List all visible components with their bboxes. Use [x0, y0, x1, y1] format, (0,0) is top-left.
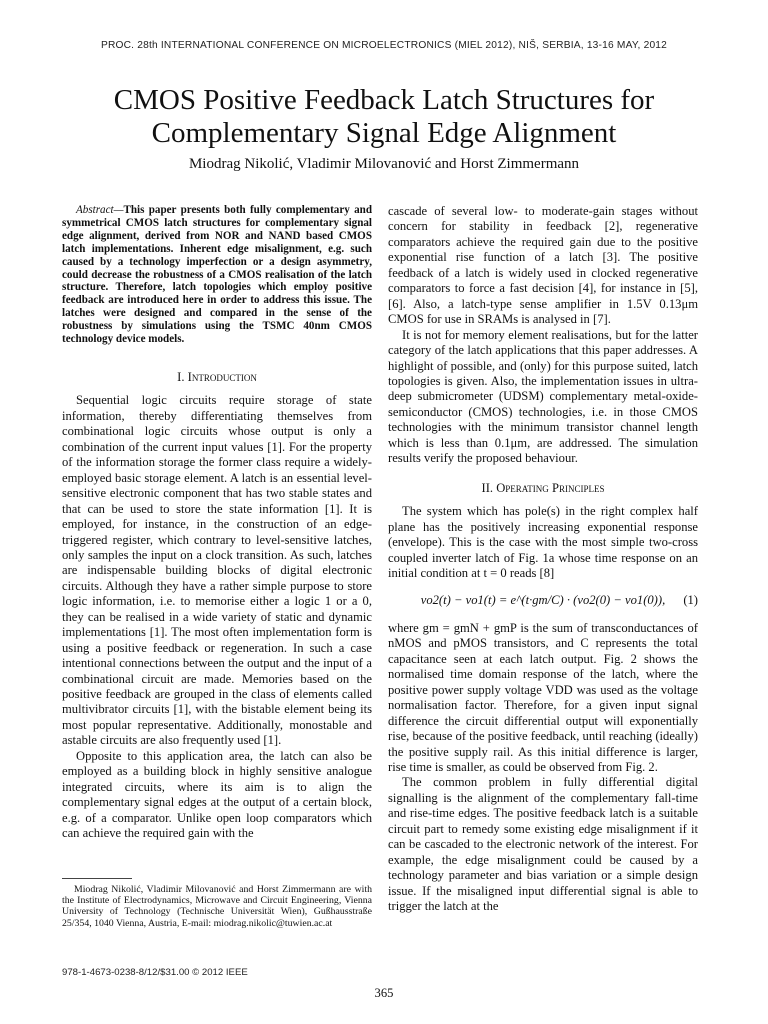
equation-number: (1) [683, 593, 698, 608]
author-footnote: Miodrag Nikolić, Vladimir Milovanović and Horst Zimmermann are with the Institute of Electrodynamics, Microwave and Circuit Engineering, Vienna University of Technology (Technische Universität Wien), Gußhausstraße 25/354, 1040 Vienna, Austria, E-mail: miodrag.nikolic@tuwien.ac.at [62, 884, 372, 929]
isbn-copyright: 978-1-4673-0238-8/12/$31.00 © 2012 IEEE [62, 967, 248, 978]
abstract-text: This paper presents both fully complementary and symmetrical CMOS latch structures for complementary signal edge alignment, derived from NOR and NAND based CMOS latch implementations. Inherent edge misalignment, e.g. such caused by a technology imperfection or a design asymmetry, could decrease the robustness of a CMOS realisation of the latch structure. Therefore, latch topologies which employ positive feedback are introduced here in order to address this issue. The latches were designed and compared in the sense of the robustness by simulations using the TSMC 40nm CMOS technology device models. [62, 204, 372, 346]
section-heading-introduction: I. Introduction [177, 369, 257, 384]
section-heading-operating: II. Operating Principles [481, 480, 605, 495]
right-column [388, 204, 698, 914]
paper-authors: Miodrag Nikolić, Vladimir Milovanović and Horst Zimmermann [188, 156, 580, 172]
operating-paragraph-3: The common problem in fully differential digital signalling is the alignment of the complementary fall-time and rise-time edges. The positive feedback latch is a suitable circuit part to remedy some existing edge misalignment if it can be cascaded to the electronic network of the interest. For example, the edge misalignment could be caused by a technology parameter and bias variation or a simple design issue. If the misaligned input differential signal is able to trigger the latch at the [388, 775, 698, 914]
intro-continuation-1: cascade of several low- to moderate-gain stages without concern for stability in feedback [2], regenerative comparators achieve the required gain due to the positive exponential rise function of a latch [3]. The positive feedback of a latch is widely used in clocked regenerative comparators to force a fast decision [4], for instance in [5], [6]. Also, a latch-type sense amplifier in 1.5V 0.13μm CMOS for use in SRAMs is analysed in [7]. [388, 204, 698, 327]
abstract [62, 204, 372, 346]
left-column [62, 204, 372, 842]
operating-paragraph-1: The system which has pole(s) in the right complex half plane has the positively increasing exponential response (envelope). This is the case with the most simple two-cross coupled inverter latch of Fig. 1a whose time response on an initial condition at t = 0 reads [8] [388, 504, 698, 580]
intro-paragraph-2: Opposite to this application area, the latch can also be employed as a building block in highly sensitive analogue integrated circuits, where its aim is to align the complementary signal edges at the output of a certain block, e.g. of a comparator. Unlike open loop comparators which can achieve the required gain with the [62, 748, 372, 841]
page-number: 365 [374, 986, 394, 1000]
intro-continuation-2: It is not for memory element realisations, but for the latter category of the latch applications that this paper addresses. A highlight of possible, and (only) for this purpose suited, latch topologies is given. Also, the implementation issues in ultra-deep submicrometer (UDSM) complementary metal-oxide-semiconductor (CMOS) technologies, i.e. in those CMOS technologies with the minimum transistor channel length which is less than 0.1μm, are addressed. The simulation results verify the proposed behaviour. [388, 327, 698, 466]
equation-body: vo2(t) − vo1(t) = e^(t·gm/C) · (vo2(0) − vo1(0)), [420, 593, 666, 608]
equation-1 [388, 593, 698, 608]
operating-paragraph-2: where gm = gmN + gmP is the sum of transconductances of nMOS and pMOS transistors, and C represents the total capacitance seen at each latch output. Fig. 2 shows the normalised time domain response of the latch, where the positive power supply voltage VDD was used as the voltage normalisation factor. Therefore, for a given input signal difference the circuit differential output will exponentially rise, because of the positive feedback, until reaching (ideally) the positive supply rail. As this initial difference is larger, rise time is smaller, as could be observed from Fig. 2. [388, 620, 698, 774]
intro-paragraph-1: Sequential logic circuits require storage of state information, thereby differentiating themselves from combinational logic circuits whose output is only a combination of the current input values [1]. For the property of the information storage the former class require a widely-employed basic storage element. A latch is an essential level-sensitive electronic component that has two stable states and that can be used to store the state information [1]. It is employed, for instance, in the construction of an edge-triggered register, which contrary to level-sensitive latches, only samples the input on a clock transition. As such, latches are indispensable building blocks of digital electronic circuits. Although they have a rather simple purpose to store logic information, i.e. to memorise either a logic 1 or a 0, they can be realised in a wide variety of static and dynamic implementations [1]. The most often implementation form is using a positive feedback or regeneration. In such a case intentional connections between the output and the input of a combinational circuit are made. Memories based on the positive feedback are grouped in the class of elements called multivibrator circuits [1], with the bistable element being its most popular representative. Additionally, monostable and astable circuits are also frequently used [1]. [62, 393, 372, 748]
conference-header: PROC. 28th INTERNATIONAL CONFERENCE ON MICROELECTRONICS (MIEL 2012), NIŠ, SERBIA, 13-16 MAY, 2012 [100, 40, 668, 51]
abstract-label: Abstract— [76, 204, 124, 216]
paper-title: CMOS Positive Feedback Latch Structures for Complementary Signal Edge Alignment [113, 84, 655, 149]
footnote-rule [62, 878, 132, 879]
